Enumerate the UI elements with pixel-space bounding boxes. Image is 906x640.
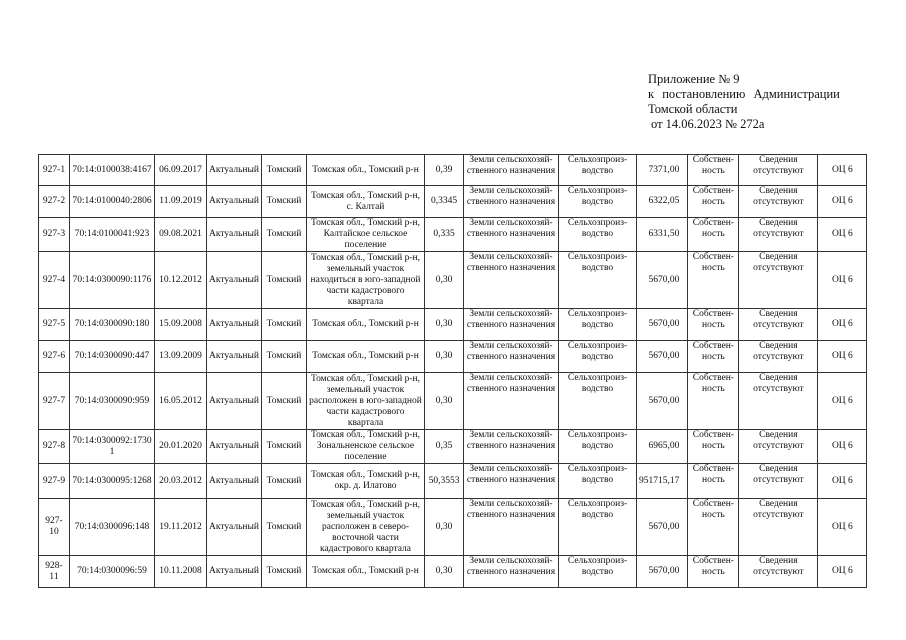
row-number-cell: 927-5 (39, 309, 70, 341)
encumbrance-cell: Сведения отсутствуют (739, 309, 818, 341)
permitted-use-cell: Сельхозпроиз-водство (559, 252, 637, 309)
rating-code-cell: ОЦ 6 (818, 186, 867, 218)
table-row (39, 218, 867, 252)
cadastral-value-cell: 7371,00 (637, 155, 688, 186)
cadastral-value-cell: 5670,00 (637, 341, 688, 373)
table-row (39, 309, 867, 341)
encumbrance-cell: Сведения отсутствуют (739, 186, 818, 218)
right-type-cell: Собствен-ность (688, 218, 739, 252)
cadastral-value-cell: 5670,00 (637, 499, 688, 556)
status-cell: Актуальный (207, 186, 262, 218)
cadastral-value-cell: 5670,00 (637, 252, 688, 309)
rating-code-cell: ОЦ 6 (818, 309, 867, 341)
land-plots-table (38, 154, 867, 588)
encumbrance-cell: Сведения отсутствуют (739, 499, 818, 556)
land-category-cell: Земли сельскохозяй-ственного назначения (464, 309, 559, 341)
row-number-cell: 927-8 (39, 430, 70, 464)
status-cell: Актуальный (207, 556, 262, 588)
address-cell: Томская обл., Томский р-н (307, 155, 425, 186)
permitted-use-cell: Сельхозпроиз-водство (559, 218, 637, 252)
address-cell: Томская обл., Томский р-н, земельный участок расположен в северо-восточной части кадастрового квартала (307, 499, 425, 556)
land-category-cell: Земли сельскохозяй-ственного назначения (464, 430, 559, 464)
permitted-use-cell: Сельхозпроиз-водство (559, 373, 637, 430)
row-number-cell: 928-11 (39, 556, 70, 588)
address-cell: Томская обл., Томский р-н, Калтайское сельское поселение (307, 218, 425, 252)
rating-code-cell: ОЦ 6 (818, 556, 867, 588)
address-cell: Томская обл., Томский р-н (307, 556, 425, 588)
registration-date-cell: 10.12.2012 (155, 252, 207, 309)
registration-date-cell: 20.03.2012 (155, 464, 207, 499)
encumbrance-cell: Сведения отсутствуют (739, 464, 818, 499)
table-row (39, 430, 867, 464)
right-type-cell: Собствен-ность (688, 556, 739, 588)
table-row (39, 373, 867, 430)
rating-code-cell: ОЦ 6 (818, 341, 867, 373)
table-row (39, 341, 867, 373)
land-category-cell: Земли сельскохозяй-ственного назначения (464, 341, 559, 373)
address-cell: Томская обл., Томский р-н (307, 341, 425, 373)
rating-code-cell: ОЦ 6 (818, 373, 867, 430)
cadastral-value-cell: 6965,00 (637, 430, 688, 464)
permitted-use-cell: Сельхозпроиз-водство (559, 464, 637, 499)
address-cell: Томская обл., Томский р-н, с. Калтай (307, 186, 425, 218)
rating-code-cell: ОЦ 6 (818, 430, 867, 464)
status-cell: Актуальный (207, 430, 262, 464)
document-header (648, 72, 840, 132)
area-cell: 0,3345 (425, 186, 464, 218)
area-cell: 0,35 (425, 430, 464, 464)
status-cell: Актуальный (207, 309, 262, 341)
cadastral-number-cell: 70:14:0300090:447 (70, 341, 155, 373)
area-cell: 0,30 (425, 309, 464, 341)
resolution-date: от 14.06.2023 № 272а (651, 117, 765, 131)
registration-date-cell: 13.09.2009 (155, 341, 207, 373)
land-category-cell: Земли сельскохозяй-ственного назначения (464, 252, 559, 309)
district-cell: Томский (262, 341, 307, 373)
status-cell: Актуальный (207, 499, 262, 556)
appendix-title: Приложение № 9 (648, 72, 740, 86)
address-cell: Томская обл., Томский р-н (307, 309, 425, 341)
cadastral-number-cell: 70:14:0100041:923 (70, 218, 155, 252)
cadastral-value-cell: 951715,17 (637, 464, 688, 499)
right-type-cell: Собствен-ность (688, 309, 739, 341)
right-type-cell: Собствен-ность (688, 341, 739, 373)
cadastral-value-cell: 6322,05 (637, 186, 688, 218)
area-cell: 0,30 (425, 252, 464, 309)
district-cell: Томский (262, 464, 307, 499)
area-cell: 0,30 (425, 556, 464, 588)
status-cell: Актуальный (207, 373, 262, 430)
cadastral-number-cell: 70:14:0300096:148 (70, 499, 155, 556)
cadastral-number-cell: 70:14:0100040:2806 (70, 186, 155, 218)
district-cell: Томский (262, 218, 307, 252)
right-type-cell: Собствен-ность (688, 430, 739, 464)
cadastral-value-cell: 5670,00 (637, 373, 688, 430)
row-number-cell: 927-10 (39, 499, 70, 556)
cadastral-number-cell: 70:14:0100038:4167 (70, 155, 155, 186)
table-row (39, 464, 867, 499)
status-cell: Актуальный (207, 218, 262, 252)
encumbrance-cell: Сведения отсутствуют (739, 373, 818, 430)
address-cell: Томская обл., Томский р-н, земельный участок расположен в юго-западной части кадастрового квартала (307, 373, 425, 430)
permitted-use-cell: Сельхозпроиз-водство (559, 430, 637, 464)
land-category-cell: Земли сельскохозяй-ственного назначения (464, 218, 559, 252)
status-cell: Актуальный (207, 341, 262, 373)
rating-code-cell: ОЦ 6 (818, 464, 867, 499)
district-cell: Томский (262, 309, 307, 341)
registration-date-cell: 11.09.2019 (155, 186, 207, 218)
permitted-use-cell: Сельхозпроиз-водство (559, 186, 637, 218)
row-number-cell: 927-4 (39, 252, 70, 309)
encumbrance-cell: Сведения отсутствуют (739, 341, 818, 373)
rating-code-cell: ОЦ 6 (818, 252, 867, 309)
land-category-cell: Земли сельскохозяй-ственного назначения (464, 155, 559, 186)
encumbrance-cell: Сведения отсутствуют (739, 556, 818, 588)
district-cell: Томский (262, 499, 307, 556)
land-category-cell: Земли сельскохозяй-ственного назначения (464, 373, 559, 430)
registration-date-cell: 16.05.2012 (155, 373, 207, 430)
permitted-use-cell: Сельхозпроиз-водство (559, 499, 637, 556)
district-cell: Томский (262, 556, 307, 588)
registration-date-cell: 20.01.2020 (155, 430, 207, 464)
permitted-use-cell: Сельхозпроиз-водство (559, 341, 637, 373)
right-type-cell: Собствен-ность (688, 499, 739, 556)
address-cell: Томская обл., Томский р-н, Зональненское сельское поселение (307, 430, 425, 464)
encumbrance-cell: Сведения отсутствуют (739, 155, 818, 186)
land-category-cell: Земли сельскохозяй-ственного назначения (464, 556, 559, 588)
cadastral-value-cell: 6331,50 (637, 218, 688, 252)
row-number-cell: 927-6 (39, 341, 70, 373)
right-type-cell: Собствен-ность (688, 155, 739, 186)
right-type-cell: Собствен-ность (688, 373, 739, 430)
land-category-cell: Земли сельскохозяй-ственного назначения (464, 499, 559, 556)
region-name: Томской области (648, 102, 738, 116)
area-cell: 0,30 (425, 341, 464, 373)
cadastral-number-cell: 70:14:0300090:180 (70, 309, 155, 341)
district-cell: Томский (262, 155, 307, 186)
encumbrance-cell: Сведения отсутствуют (739, 252, 818, 309)
table-row (39, 155, 867, 186)
area-cell: 0,39 (425, 155, 464, 186)
cadastral-number-cell: 70:14:0300092:1730 1 (70, 430, 155, 464)
status-cell: Актуальный (207, 464, 262, 499)
right-type-cell: Собствен-ность (688, 186, 739, 218)
cadastral-value-cell: 5670,00 (637, 556, 688, 588)
encumbrance-cell: Сведения отсутствуют (739, 218, 818, 252)
district-cell: Томский (262, 373, 307, 430)
district-cell: Томский (262, 430, 307, 464)
row-number-cell: 927-9 (39, 464, 70, 499)
district-cell: Томский (262, 186, 307, 218)
cadastral-number-cell: 70:14:0300096:59 (70, 556, 155, 588)
permitted-use-cell: Сельхозпроиз-водство (559, 556, 637, 588)
status-cell: Актуальный (207, 155, 262, 186)
cadastral-number-cell: 70:14:0300095:1268 (70, 464, 155, 499)
address-cell: Томская обл., Томский р-н, земельный участок находиться в юго-западной части кадастрового квартала (307, 252, 425, 309)
registration-date-cell: 06.09.2017 (155, 155, 207, 186)
status-cell: Актуальный (207, 252, 262, 309)
table-row (39, 252, 867, 309)
table-row (39, 556, 867, 588)
area-cell: 0,335 (425, 218, 464, 252)
area-cell: 0,30 (425, 373, 464, 430)
area-cell: 0,30 (425, 499, 464, 556)
table-body (39, 155, 867, 588)
cadastral-number-cell: 70:14:0300090:959 (70, 373, 155, 430)
land-category-cell: Земли сельскохозяй-ственного назначения (464, 464, 559, 499)
registration-date-cell: 19.11.2012 (155, 499, 207, 556)
encumbrance-cell: Сведения отсутствуют (739, 430, 818, 464)
district-cell: Томский (262, 252, 307, 309)
table-row (39, 499, 867, 556)
registration-date-cell: 15.09.2008 (155, 309, 207, 341)
right-type-cell: Собствен-ность (688, 252, 739, 309)
row-number-cell: 927-3 (39, 218, 70, 252)
row-number-cell: 927-7 (39, 373, 70, 430)
table-row (39, 186, 867, 218)
registration-date-cell: 10.11.2008 (155, 556, 207, 588)
rating-code-cell: ОЦ 6 (818, 155, 867, 186)
rating-code-cell: ОЦ 6 (818, 499, 867, 556)
area-cell: 50,3553 (425, 464, 464, 499)
resolution-reference: к постановлению Администрации (648, 87, 840, 101)
cadastral-value-cell: 5670,00 (637, 309, 688, 341)
rating-code-cell: ОЦ 6 (818, 218, 867, 252)
land-category-cell: Земли сельскохозяй-ственного назначения (464, 186, 559, 218)
permitted-use-cell: Сельхозпроиз-водство (559, 155, 637, 186)
registration-date-cell: 09.08.2021 (155, 218, 207, 252)
address-cell: Томская обл., Томский р-н, окр. д. Илатово (307, 464, 425, 499)
right-type-cell: Собствен-ность (688, 464, 739, 499)
row-number-cell: 927-2 (39, 186, 70, 218)
permitted-use-cell: Сельхозпроиз-водство (559, 309, 637, 341)
row-number-cell: 927-1 (39, 155, 70, 186)
cadastral-number-cell: 70:14:0300090:1176 (70, 252, 155, 309)
